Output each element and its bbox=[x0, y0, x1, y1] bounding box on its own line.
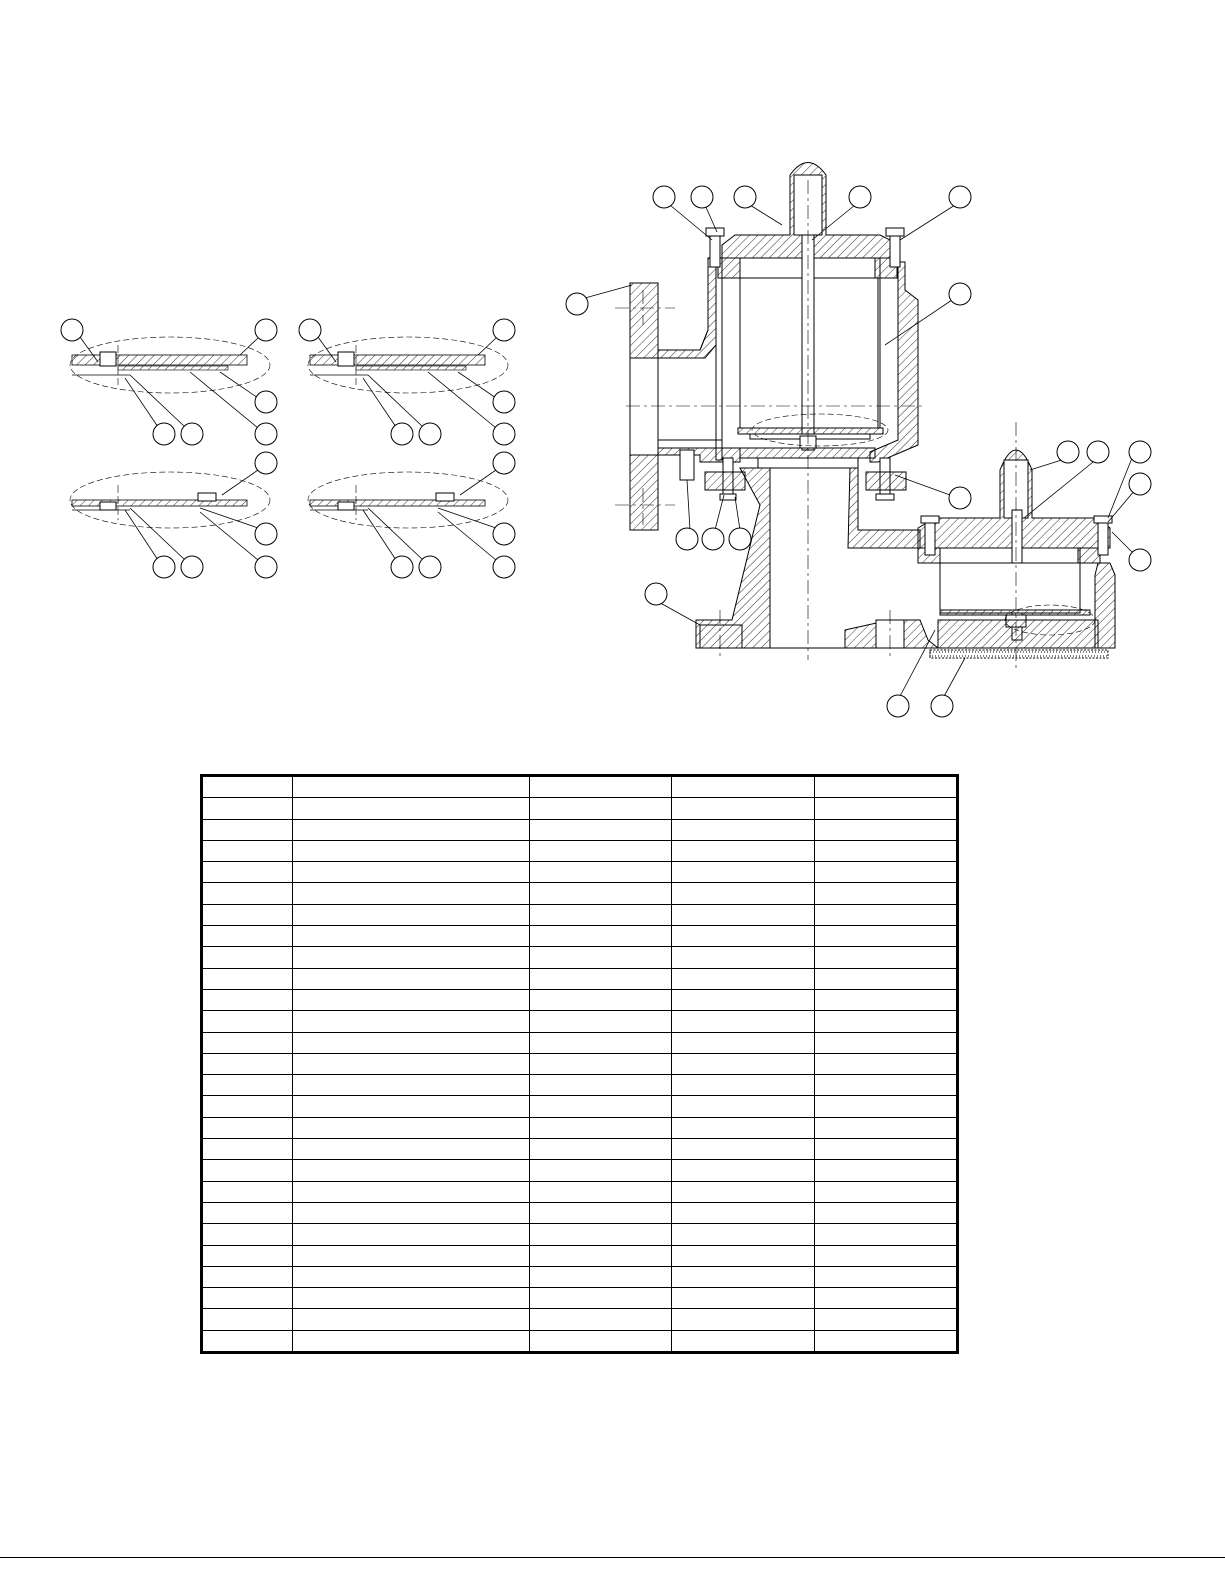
table-cell bbox=[815, 1266, 958, 1287]
table-cell bbox=[202, 904, 293, 925]
table-cell bbox=[293, 926, 530, 947]
table-cell bbox=[672, 947, 815, 968]
table-row bbox=[202, 1053, 958, 1074]
table-cell bbox=[202, 1224, 293, 1245]
table-cell bbox=[815, 883, 958, 904]
table-cell bbox=[293, 904, 530, 925]
table-cell bbox=[202, 1245, 293, 1266]
table-cell bbox=[815, 1032, 958, 1053]
table-cell bbox=[530, 1011, 672, 1032]
table-cell bbox=[293, 840, 530, 861]
table-cell bbox=[202, 1075, 293, 1096]
table-cell bbox=[293, 1096, 530, 1117]
table-cell bbox=[672, 1224, 815, 1245]
table-cell bbox=[293, 1309, 530, 1330]
table-cell bbox=[672, 989, 815, 1010]
detail-view-3 bbox=[70, 472, 270, 528]
table-row bbox=[202, 1266, 958, 1287]
table-cell bbox=[672, 840, 815, 861]
table-cell bbox=[530, 862, 672, 883]
table-cell bbox=[293, 1160, 530, 1181]
table-row bbox=[202, 1245, 958, 1266]
table-cell bbox=[672, 926, 815, 947]
table-cell bbox=[815, 1224, 958, 1245]
table-row bbox=[202, 1117, 958, 1138]
table-row bbox=[202, 1224, 958, 1245]
table-cell bbox=[815, 1139, 958, 1160]
table-cell bbox=[815, 989, 958, 1010]
table-cell bbox=[293, 1330, 530, 1352]
table-cell bbox=[202, 1309, 293, 1330]
table-row bbox=[202, 904, 958, 925]
table-cell bbox=[293, 1139, 530, 1160]
table-cell bbox=[530, 1224, 672, 1245]
table-cell bbox=[202, 840, 293, 861]
table-cell bbox=[672, 1288, 815, 1309]
table-row bbox=[202, 1288, 958, 1309]
table-cell bbox=[293, 798, 530, 819]
table-cell bbox=[530, 1096, 672, 1117]
table-cell bbox=[815, 862, 958, 883]
table-cell bbox=[202, 968, 293, 989]
table-cell bbox=[672, 1330, 815, 1352]
table-cell bbox=[672, 1053, 815, 1074]
table-cell bbox=[293, 862, 530, 883]
table-cell bbox=[202, 1181, 293, 1202]
table-cell bbox=[815, 926, 958, 947]
table-row bbox=[202, 1330, 958, 1352]
table-cell bbox=[530, 1288, 672, 1309]
table-cell bbox=[672, 798, 815, 819]
table-cell bbox=[293, 1032, 530, 1053]
table-cell bbox=[530, 989, 672, 1010]
table-cell bbox=[530, 1309, 672, 1330]
parts-list-table bbox=[200, 774, 959, 1354]
table-cell bbox=[672, 1266, 815, 1287]
table-cell bbox=[815, 776, 958, 798]
table-cell bbox=[293, 883, 530, 904]
table-row bbox=[202, 1160, 958, 1181]
table-cell bbox=[293, 1117, 530, 1138]
table-cell bbox=[530, 1181, 672, 1202]
detail-view-4 bbox=[308, 472, 508, 528]
table-cell bbox=[530, 819, 672, 840]
table-row bbox=[202, 883, 958, 904]
footer-rule bbox=[0, 1557, 1225, 1558]
table-cell bbox=[202, 1053, 293, 1074]
table-cell bbox=[530, 883, 672, 904]
table-cell bbox=[530, 1160, 672, 1181]
table-cell bbox=[672, 1139, 815, 1160]
table-cell bbox=[815, 1075, 958, 1096]
table-row bbox=[202, 840, 958, 861]
table-cell bbox=[815, 1181, 958, 1202]
table-cell bbox=[672, 1011, 815, 1032]
table-row bbox=[202, 1181, 958, 1202]
table-cell bbox=[530, 1245, 672, 1266]
detail-view-2 bbox=[308, 337, 508, 393]
table-cell bbox=[202, 883, 293, 904]
table-cell bbox=[815, 840, 958, 861]
table-cell bbox=[530, 904, 672, 925]
table-row bbox=[202, 1139, 958, 1160]
table-cell bbox=[815, 1160, 958, 1181]
table-cell bbox=[293, 1288, 530, 1309]
table-row bbox=[202, 1309, 958, 1330]
table-cell bbox=[202, 1330, 293, 1352]
table-cell bbox=[293, 968, 530, 989]
table-row bbox=[202, 989, 958, 1010]
table-cell bbox=[202, 1139, 293, 1160]
valve-assembly-drawing bbox=[0, 0, 1225, 760]
table-cell bbox=[202, 862, 293, 883]
table-cell bbox=[530, 776, 672, 798]
table-cell bbox=[530, 1266, 672, 1287]
table-cell bbox=[202, 1288, 293, 1309]
table-row bbox=[202, 1075, 958, 1096]
table-cell bbox=[202, 1202, 293, 1223]
table-cell bbox=[202, 1096, 293, 1117]
table-cell bbox=[815, 1096, 958, 1117]
table-cell bbox=[815, 1288, 958, 1309]
table-row bbox=[202, 862, 958, 883]
detail-view-1 bbox=[70, 337, 270, 393]
table-cell bbox=[202, 776, 293, 798]
table-cell bbox=[672, 883, 815, 904]
table-cell bbox=[815, 798, 958, 819]
table-cell bbox=[530, 1032, 672, 1053]
table-row bbox=[202, 926, 958, 947]
table-row bbox=[202, 776, 958, 798]
table-cell bbox=[293, 1053, 530, 1074]
table-cell bbox=[815, 904, 958, 925]
table-cell bbox=[202, 798, 293, 819]
table-cell bbox=[530, 1139, 672, 1160]
table-cell bbox=[672, 1117, 815, 1138]
table-cell bbox=[293, 1266, 530, 1287]
table-cell bbox=[672, 1075, 815, 1096]
table-cell bbox=[815, 1202, 958, 1223]
table-cell bbox=[530, 926, 672, 947]
table-cell bbox=[530, 947, 672, 968]
table-cell bbox=[815, 1245, 958, 1266]
table-cell bbox=[815, 947, 958, 968]
table-row bbox=[202, 819, 958, 840]
table-cell bbox=[293, 1224, 530, 1245]
table-cell bbox=[202, 1117, 293, 1138]
table-cell bbox=[672, 819, 815, 840]
table-cell bbox=[672, 904, 815, 925]
table-cell bbox=[202, 1160, 293, 1181]
table-cell bbox=[293, 776, 530, 798]
table-cell bbox=[202, 819, 293, 840]
table-cell bbox=[293, 819, 530, 840]
table-cell bbox=[815, 1011, 958, 1032]
table-cell bbox=[530, 1117, 672, 1138]
table-cell bbox=[530, 840, 672, 861]
table-cell bbox=[672, 968, 815, 989]
table-row bbox=[202, 1032, 958, 1053]
table-cell bbox=[530, 1053, 672, 1074]
table-cell bbox=[815, 819, 958, 840]
table-cell bbox=[672, 1096, 815, 1117]
table-cell bbox=[672, 1181, 815, 1202]
table-cell bbox=[202, 947, 293, 968]
table-cell bbox=[815, 1117, 958, 1138]
table-cell bbox=[672, 1202, 815, 1223]
table-row bbox=[202, 947, 958, 968]
table-cell bbox=[293, 1075, 530, 1096]
table-cell bbox=[672, 862, 815, 883]
table-cell bbox=[293, 1245, 530, 1266]
table-cell bbox=[202, 1011, 293, 1032]
table-cell bbox=[293, 1202, 530, 1223]
table-cell bbox=[530, 798, 672, 819]
table-cell bbox=[202, 926, 293, 947]
table-row bbox=[202, 1011, 958, 1032]
table-cell bbox=[530, 1202, 672, 1223]
table-cell bbox=[293, 1011, 530, 1032]
table-cell bbox=[293, 947, 530, 968]
table-row bbox=[202, 968, 958, 989]
table-cell bbox=[293, 1181, 530, 1202]
table-cell bbox=[202, 1032, 293, 1053]
table-cell bbox=[815, 1309, 958, 1330]
main-valve-section bbox=[615, 163, 1115, 673]
table-cell bbox=[672, 1160, 815, 1181]
table-row bbox=[202, 798, 958, 819]
table-cell bbox=[672, 776, 815, 798]
table-cell bbox=[815, 1053, 958, 1074]
table-cell bbox=[672, 1309, 815, 1330]
table-cell bbox=[202, 989, 293, 1010]
table-cell bbox=[202, 1266, 293, 1287]
table-cell bbox=[530, 1330, 672, 1352]
table-row bbox=[202, 1096, 958, 1117]
table-cell bbox=[530, 1075, 672, 1096]
table-row bbox=[202, 1202, 958, 1223]
table-cell bbox=[815, 1330, 958, 1352]
table-cell bbox=[672, 1245, 815, 1266]
table-cell bbox=[815, 968, 958, 989]
table-cell bbox=[293, 989, 530, 1010]
table-cell bbox=[530, 968, 672, 989]
table-cell bbox=[672, 1032, 815, 1053]
